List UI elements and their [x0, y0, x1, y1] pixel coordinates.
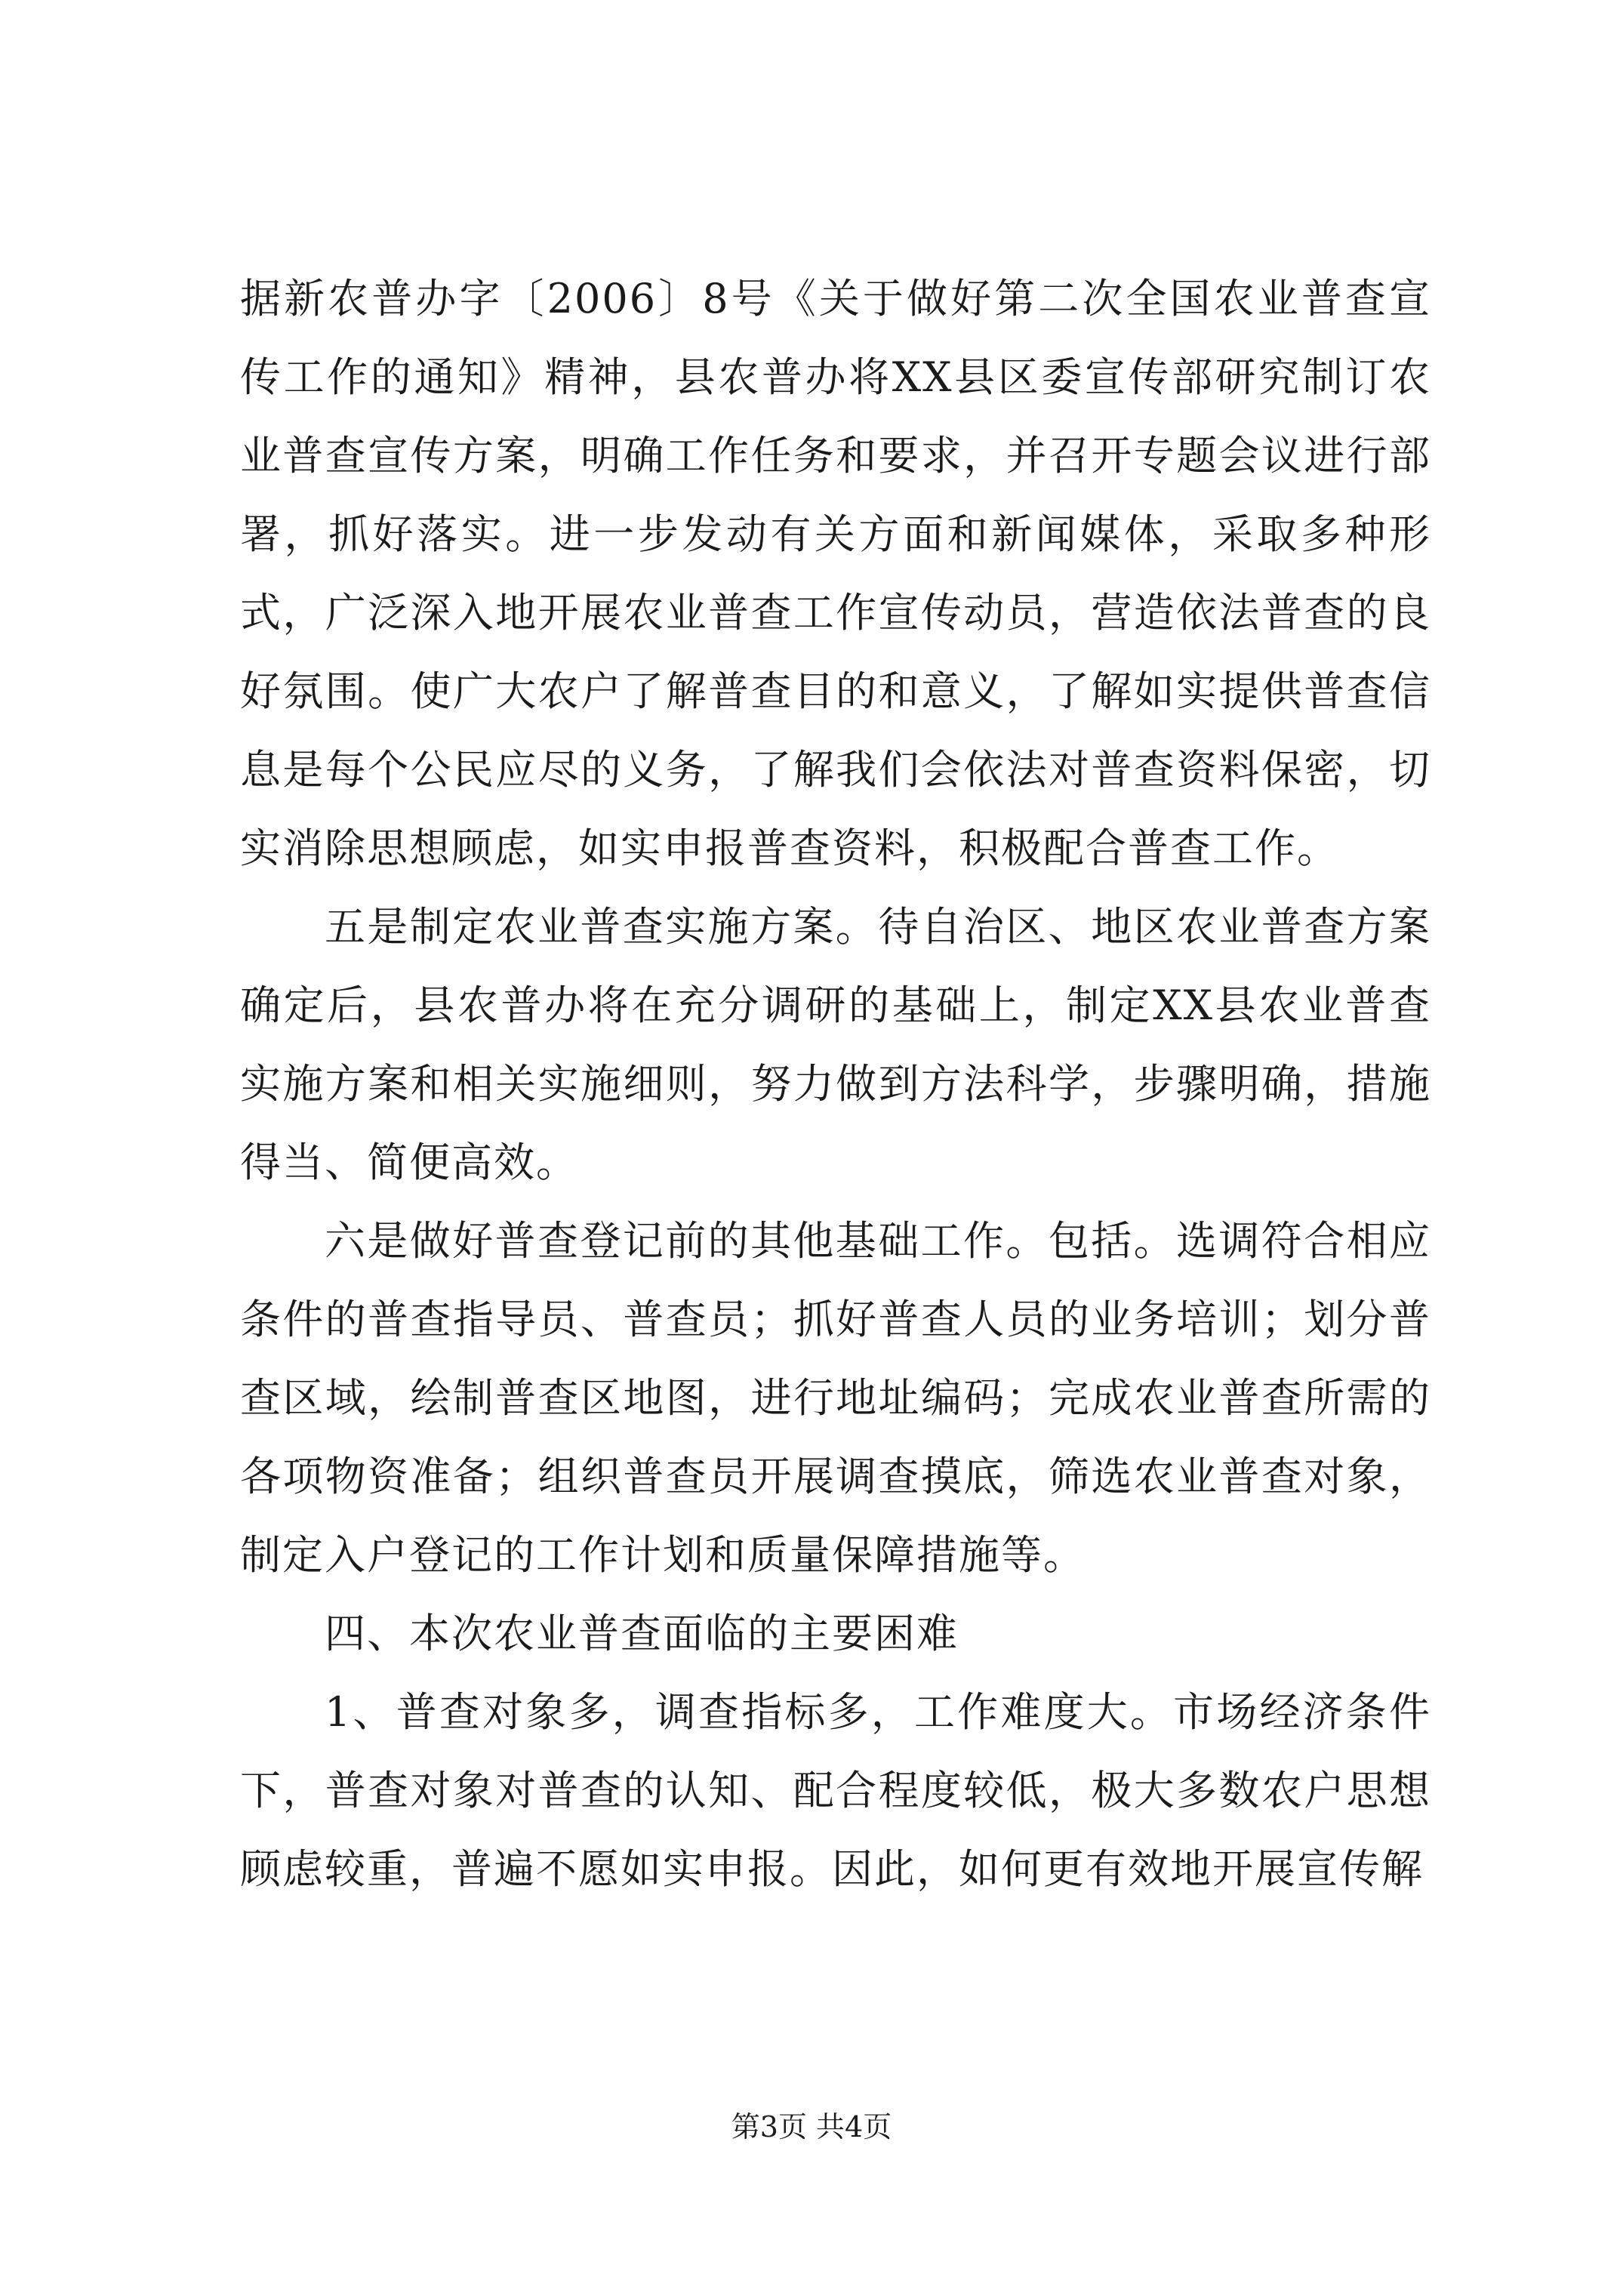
- paragraph-publicity: 据新农普办字〔2006〕8号《关于做好第二次全国农业普查宣传工作的通知》精神，县农普办将XX县区委宣传部研究制订农业普查宣传方案，明确工作任务和要求，并召开专题会议进行部署，抓好落实。进一步发动有关方面和新闻媒体，采取多种形式，广泛深入地开展农业普查工作宣传动员，营造依法普查的良好氛围。使广大农户了解普查目的和意义，了解如实提供普查信息是每个公民应尽的义务，了解我们会依法对普查资料保密，切实消除思想顾虑，如实申报普查资料，积极配合普查工作。: [240, 275, 1431, 872]
- page-footer: [0, 2108, 1623, 2146]
- paragraph-difficulty-1: 1、普查对象多，调查指标多，工作难度大。市场经济条件下，普查对象对普查的认知、配合程度较低，极大多数农户思想顾虑较重，普遍不愿如实申报。因此，如何更有效地开展宣传解: [240, 1688, 1431, 1893]
- section-heading-difficulties: 四、本次农业普查面临的主要困难: [325, 1610, 959, 1657]
- paragraph-implementation-plan: 五是制定农业普查实施方案。待自治区、地区农业普查方案确定后，县农普办将在充分调研的基础上，制定XX县农业普查实施方案和相关实施细则，努力做到方法科学，步骤明确，措施得当、简便高效。: [240, 903, 1431, 1186]
- paragraph-preparation-work: 六是做好普查登记前的其他基础工作。包括。选调符合相应条件的普查指导员、普查员；抓好普查人员的业务培训；划分普查区域，绘制普查区地图，进行地址编码；完成农业普查所需的各项物资准备；组织普查员开展调查摸底，筛选农业普查对象，制定入户登记的工作计划和质量保障措施等。: [240, 1217, 1431, 1579]
- document-body: [240, 260, 1431, 1909]
- page-number-label: 第3页 共4页: [731, 2110, 892, 2143]
